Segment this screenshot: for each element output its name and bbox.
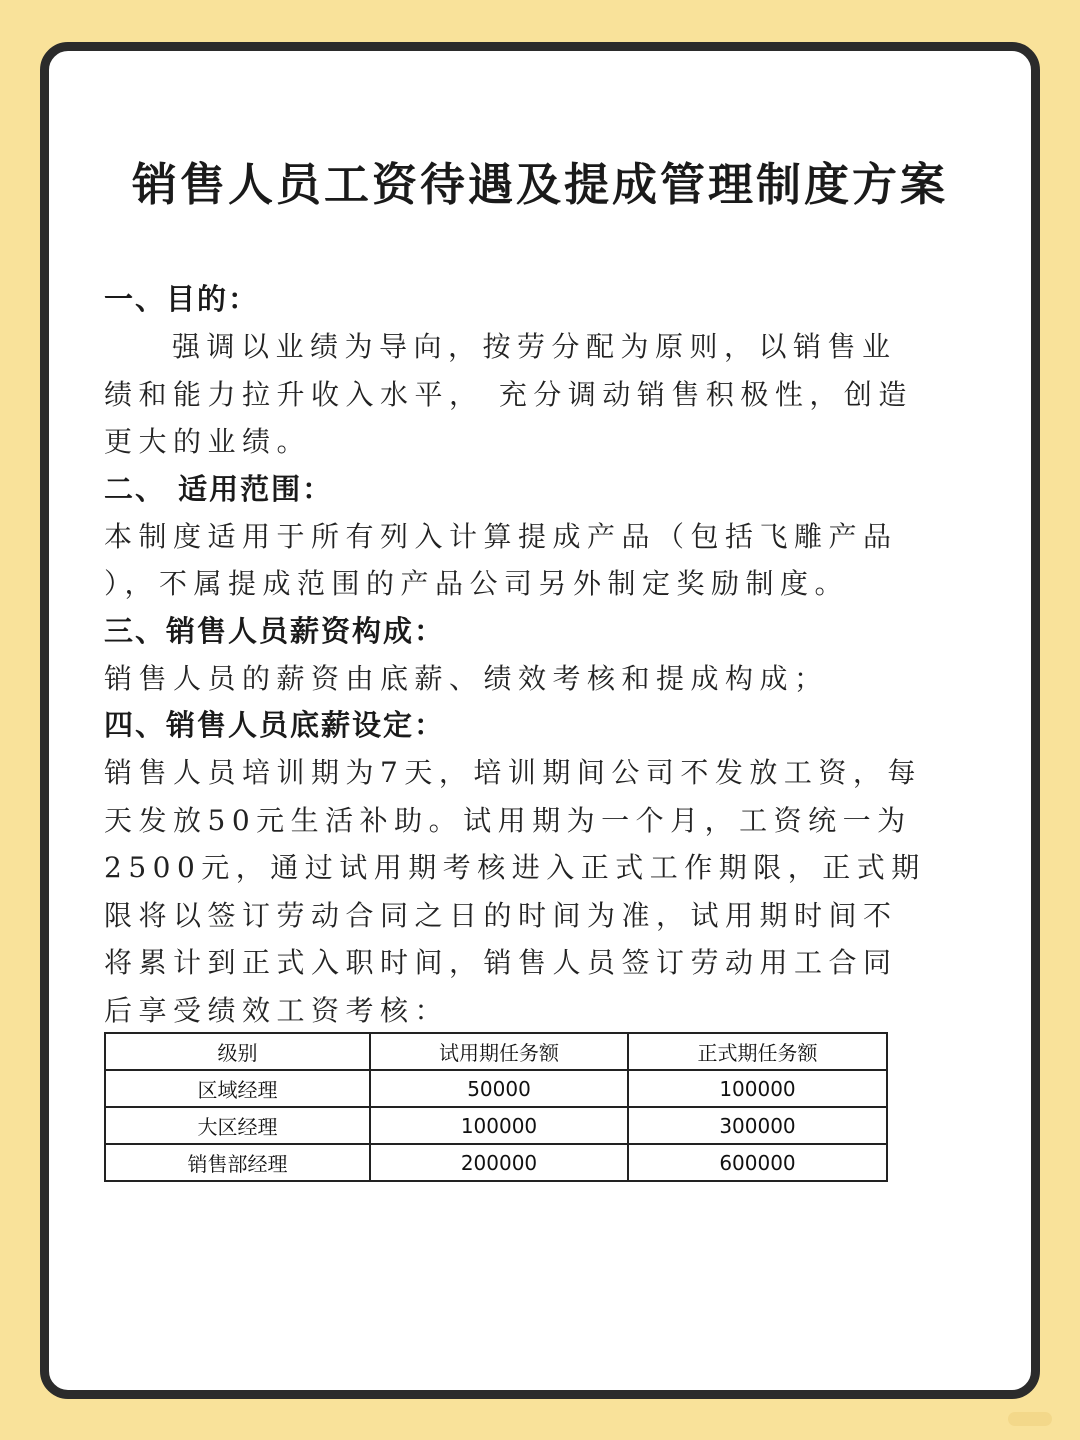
table-header-cell: 试用期任务额 — [370, 1033, 628, 1070]
quota-table — [104, 1032, 888, 1182]
table-header-cell: 级别 — [105, 1033, 370, 1070]
table-cell: 200000 — [370, 1144, 628, 1181]
table-row — [105, 1144, 887, 1181]
text-line: 天发放50元生活补助。试用期为一个月，工资统一为 — [104, 803, 912, 837]
table-cell: 销售部经理 — [105, 1144, 370, 1181]
table-cell: 600000 — [628, 1144, 887, 1181]
text-line: ），不属提成范围的产品公司另外制定奖励制度。 — [104, 567, 850, 600]
table-cell: 100000 — [628, 1070, 887, 1107]
quota-table-container — [104, 1032, 886, 1182]
section-text-base-salary — [104, 749, 926, 1034]
text-line: 本制度适用于所有列入计算提成产品（包括飞雕产品 — [104, 519, 898, 553]
table-row — [105, 1070, 887, 1107]
section-text-scope — [104, 513, 904, 608]
table-header-cell: 正式期任务额 — [628, 1033, 887, 1070]
section-heading-purpose: 一、目的： — [104, 282, 260, 316]
document-body — [104, 276, 926, 1034]
table-cell: 50000 — [370, 1070, 628, 1107]
table-cell: 区域经理 — [105, 1070, 370, 1107]
table-cell: 300000 — [628, 1107, 887, 1144]
table-cell: 100000 — [370, 1107, 628, 1144]
text-line: 将累计到正式入职时间，销售人员签订劳动用工合同 — [104, 946, 898, 979]
table-header-row — [105, 1033, 887, 1070]
table-row — [105, 1107, 887, 1144]
text-line: 绩和能力拉升收入水平， 充分调动销售积极性，创造 — [104, 377, 913, 411]
text-line: 更大的业绩。 — [104, 425, 312, 458]
section-heading-base-salary: 四、销售人员底薪设定： — [104, 708, 446, 742]
text-line: 强调以业绩为导向，按劳分配为原则，以销售业 — [172, 330, 897, 363]
section-text-salary-structure — [104, 655, 904, 703]
section-text-purpose — [104, 323, 913, 466]
section-heading-salary-structure: 三、销售人员薪资构成： — [104, 613, 446, 648]
text-line: 2500元，通过试用期考核进入正式工作期限，正式期 — [104, 851, 926, 884]
section-heading-scope: 二、 适用范围： — [104, 471, 334, 506]
document-title: 销售人员工资待遇及提成管理制度方案 — [131, 158, 948, 211]
watermark-mark — [1008, 1412, 1052, 1426]
table-cell: 大区经理 — [105, 1107, 370, 1144]
text-line: 销售人员的薪资由底薪、绩效考核和提成构成； — [104, 661, 829, 695]
text-line: 销售人员培训期为7天，培训期间公司不发放工资，每 — [104, 756, 922, 789]
text-line: 限将以签订劳动合同之日的时间为准，试用期时间不 — [104, 898, 898, 932]
text-line: 后享受绩效工资考核： — [104, 993, 450, 1027]
